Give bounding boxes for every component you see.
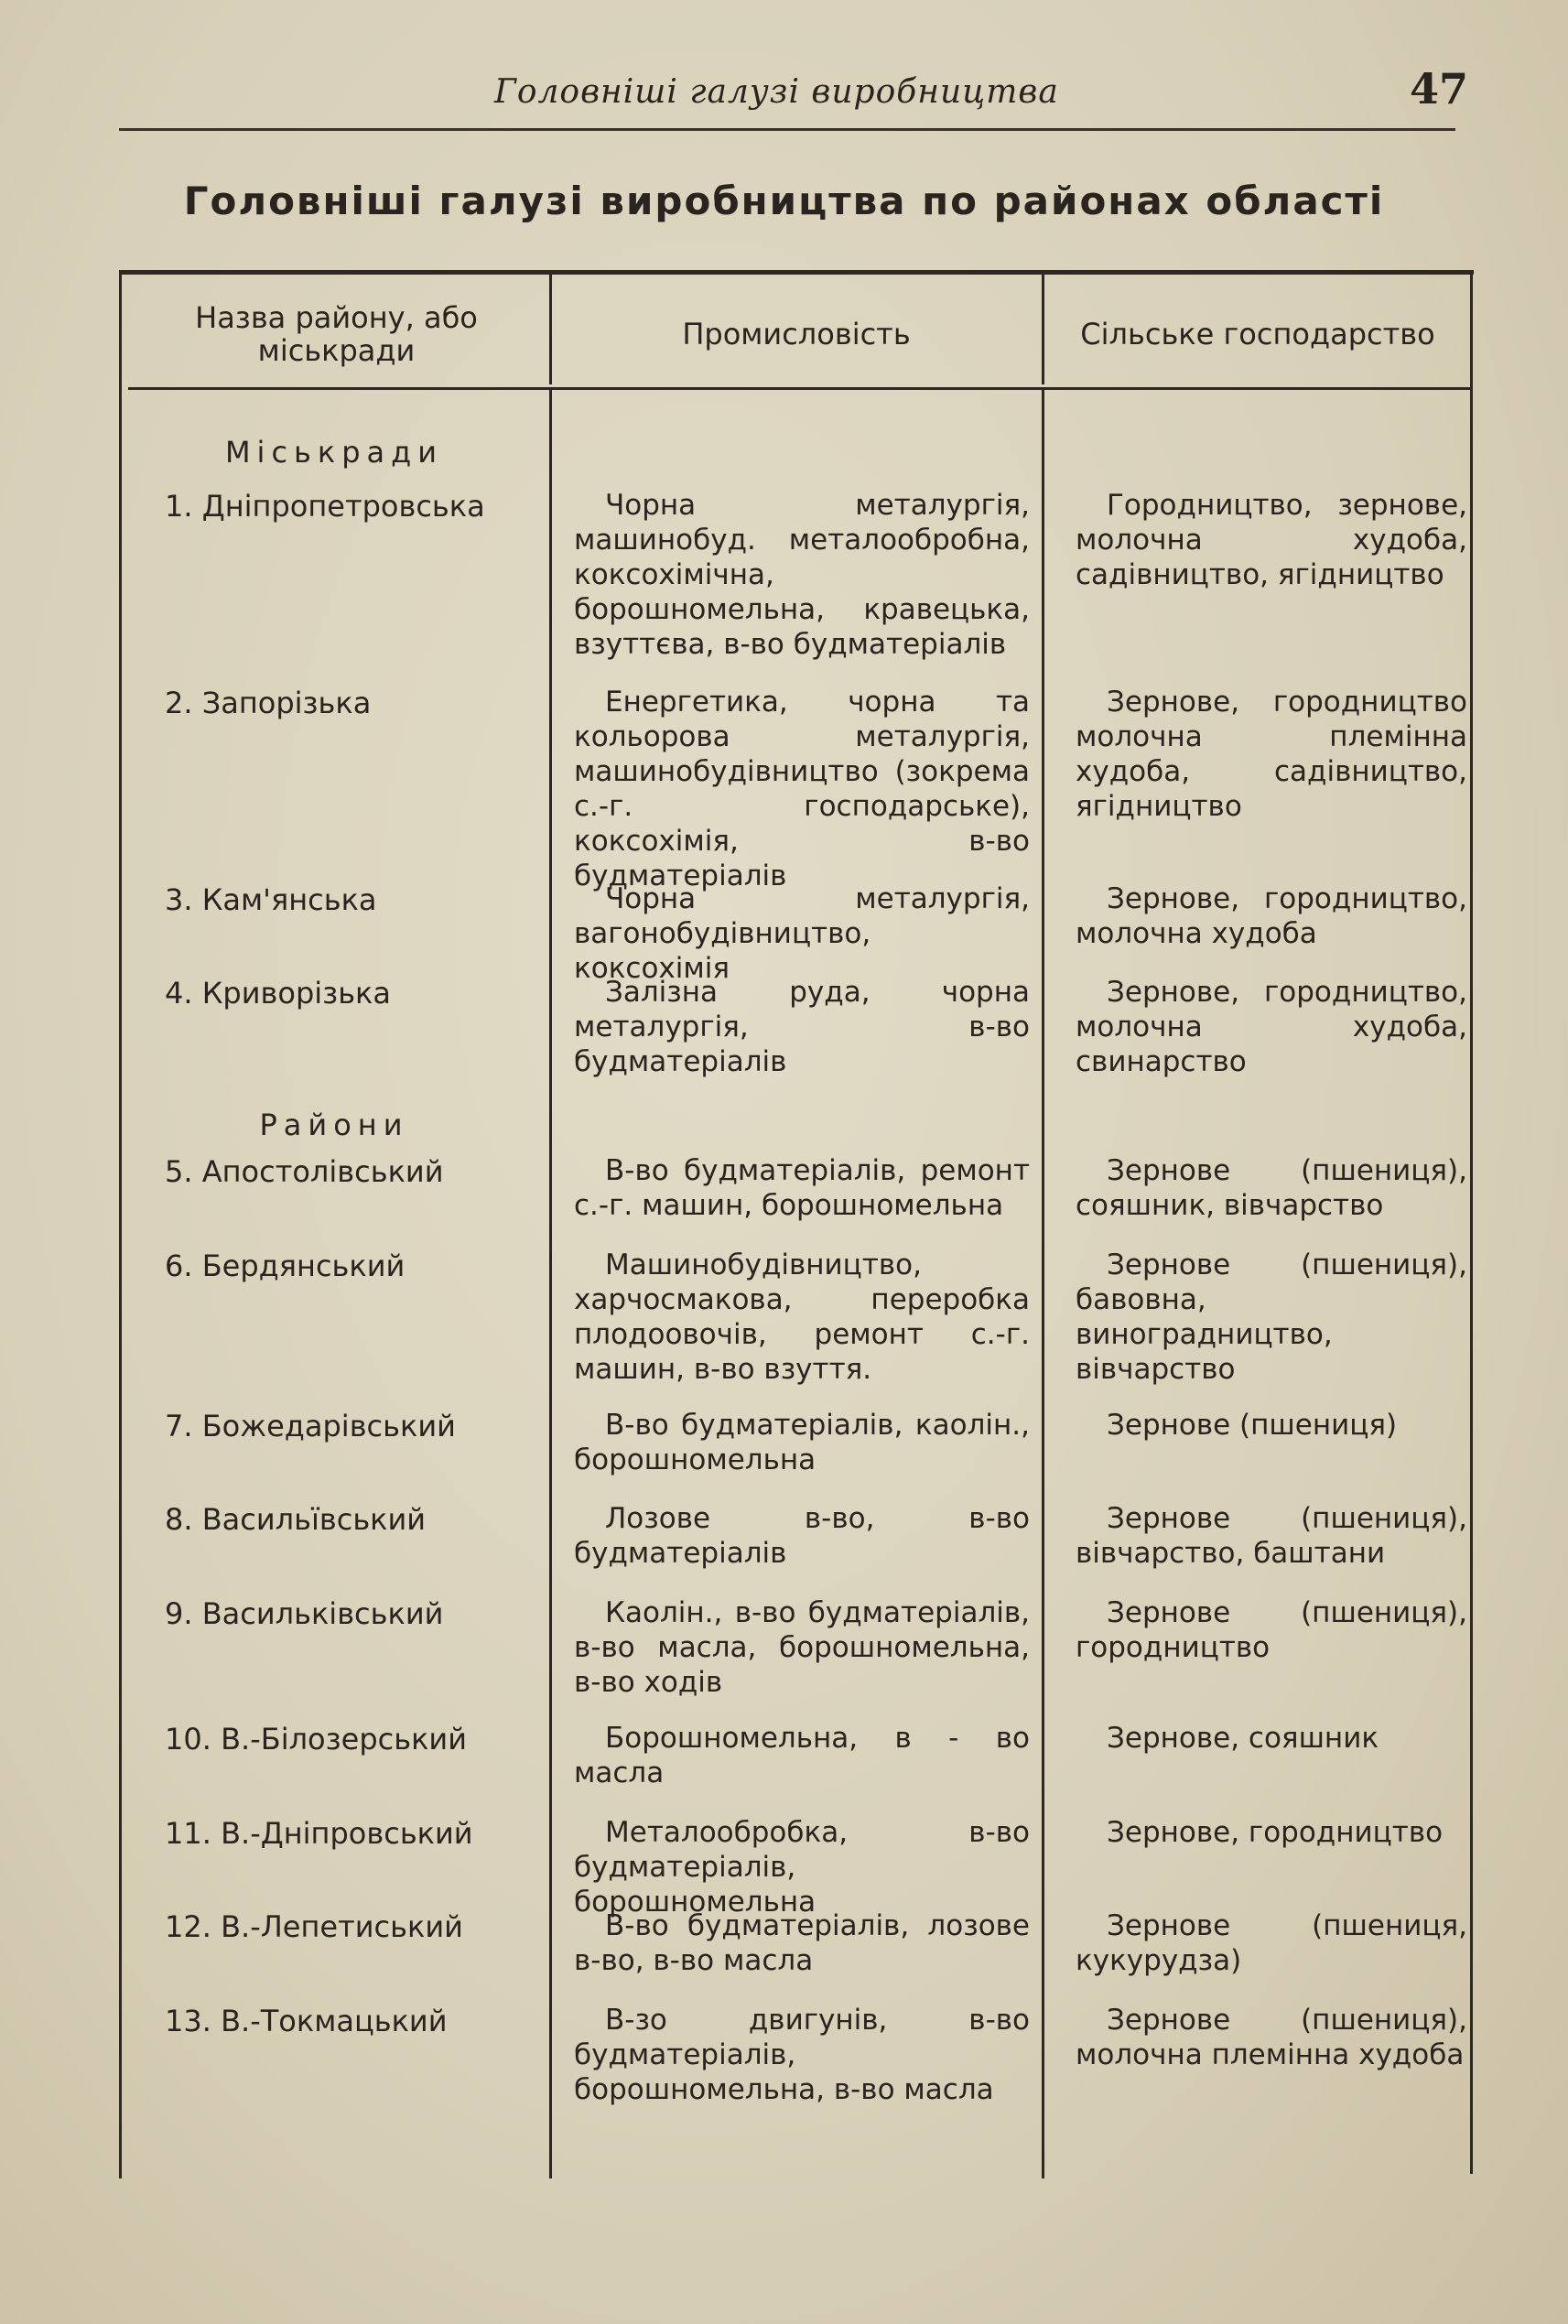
district-name: 10. В.-Білозерський: [165, 1722, 467, 1757]
agriculture-cell: Городництво, зернове, молочна худоба, садівництво, ягідництво: [1076, 489, 1467, 591]
agriculture-cell: Зернове, городництво, молочна худоба, свинарство: [1076, 976, 1467, 1078]
column-header-agriculture: Сільське господарство: [1080, 317, 1435, 351]
district-name: 9. Васильківський: [165, 1596, 444, 1631]
industry-cell: В-во будматеріалів, ремонт с.-г. машин, борошномельна: [574, 1154, 1030, 1222]
industry-cell: Металообробка, в-во будматеріалів, борошномельна: [574, 1816, 1030, 1919]
district-name: 1. Дніпропетровська: [165, 489, 485, 524]
district-name: 12. В.-Лепетиський: [165, 1909, 463, 1944]
page-number: 47: [1410, 64, 1469, 113]
industry-cell: Каолін., в-во будматеріалів, в-во масла, борошномельна, в-во ходів: [574, 1596, 1030, 1699]
district-name: 7. Божедарівський: [165, 1409, 456, 1443]
agriculture-cell: Зернове, городництво: [1107, 1816, 1444, 1849]
column-divider: [1042, 389, 1044, 2178]
industry-cell: Залізна руда, чорна металургія, в-во будматеріалів: [574, 976, 1030, 1078]
district-name: 11. В.-Дніпровський: [165, 1816, 473, 1851]
column-divider: [1042, 275, 1044, 384]
industry-table: [119, 270, 1474, 2178]
industry-cell: Енергетика, чорна та кольорова металургія, машинобудівництво (зокрема с.-г. господарське), коксохімія, в-во будматеріалів: [574, 686, 1030, 892]
column-header-name: Назва району, або міськради: [195, 300, 478, 368]
agriculture-cell: Зернове (пшениця), молочна племінна худоба: [1076, 2004, 1467, 2071]
table-header-rule: [128, 387, 1472, 390]
agriculture-cell: Зернове (пшениця), бавовна, виноградництво, вівчарство: [1076, 1248, 1467, 1386]
industry-cell: Борошномельна, в - во масла: [574, 1722, 1030, 1789]
agriculture-cell: Зернове, сояшник: [1107, 1722, 1379, 1755]
district-name: 6. Бердянський: [165, 1248, 406, 1283]
section-heading-cities: Міськради: [224, 435, 444, 470]
agriculture-cell: Зернове, городництво молочна племінна худоба, садівництво, ягідництво: [1076, 686, 1467, 823]
agriculture-cell: Зернове (пшениця, кукурудза): [1076, 1909, 1467, 1977]
table-right-border: [1470, 275, 1473, 2174]
district-name: 4. Криворізька: [165, 976, 391, 1011]
agriculture-cell: Зернове (пшениця), вівчарство, баштани: [1076, 1502, 1467, 1570]
industry-cell: В-во будматеріалів, каолін., борошномельна: [574, 1409, 1030, 1476]
header-rule: [119, 128, 1455, 131]
agriculture-cell: Зернове (пшениця): [1107, 1409, 1398, 1442]
running-head: [0, 64, 1568, 119]
agriculture-cell: Зернове (пшениця), сояшник, вівчарство: [1076, 1154, 1467, 1222]
industry-cell: Лозове в-во, в-во будматеріалів: [574, 1502, 1030, 1570]
district-name: 13. В.-Токмацький: [165, 2004, 448, 2038]
agriculture-cell: Зернове (пшениця), городництво: [1076, 1596, 1467, 1664]
industry-cell: В-зо двигунів, в-во будматеріалів, борошномельна, в-во масла: [574, 2004, 1030, 2106]
district-name: 3. Кам'янська: [165, 882, 377, 917]
district-name: 5. Апостолівський: [165, 1154, 444, 1189]
section-heading-districts: Райони: [259, 1108, 409, 1142]
table-top-rule: [119, 270, 1474, 275]
column-divider: [549, 275, 552, 384]
column-divider: [549, 389, 552, 2178]
district-name: 8. Васильївський: [165, 1502, 427, 1537]
industry-cell: Чорна металургія, машинобуд. металообробна, коксохімічна, борошномельна, кравецька, взуттєва, в-во будматеріалів: [574, 489, 1030, 661]
industry-cell: В-во будматеріалів, лозове в-во, в-во масла: [574, 1909, 1030, 1977]
table-title: Головніші галузі виробництва по районах області: [183, 178, 1385, 223]
industry-cell: Машинобудівництво, харчосмакова, переробка плодоовочів, ремонт с.-г. машин, в-во взуття.: [574, 1248, 1030, 1386]
running-title: Головніші галузі виробництва: [494, 73, 1059, 111]
agriculture-cell: Зернове, городництво, молочна худоба: [1076, 882, 1467, 950]
table-left-border: [119, 270, 122, 2178]
column-header-industry: Промисловість: [682, 317, 911, 351]
district-name: 2. Запорізька: [165, 686, 372, 720]
industry-cell: Чорна металургія, вагонобудівництво, коксохімія: [574, 882, 1030, 985]
